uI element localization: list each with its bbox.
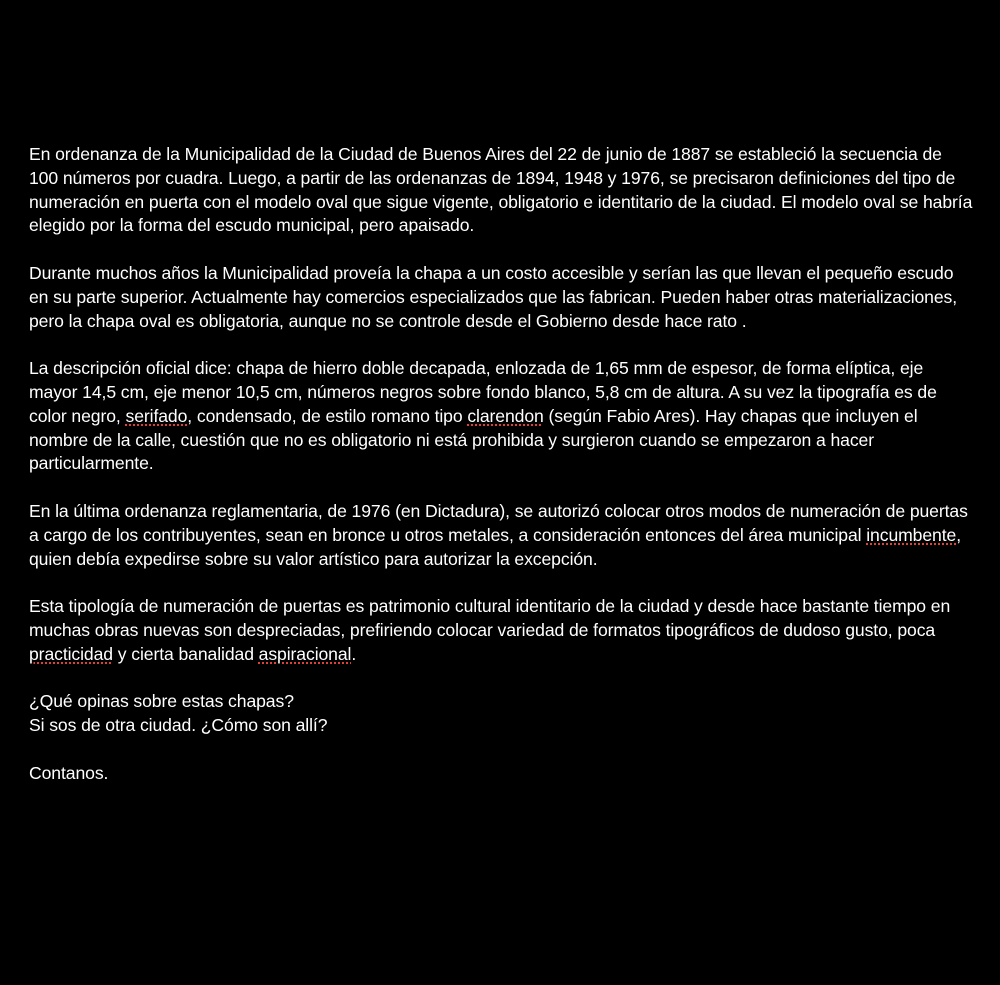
document-body <box>29 143 974 809</box>
paragraph-cultural-heritage <box>29 595 974 666</box>
paragraph-municipal-supply: Durante muchos años la Municipalidad proveía la chapa a un costo accesible y serían las que llevan el pequeño escudo en su parte superior. Actualmente hay comercios especializados que las fabrican. Pueden haber otras materializaciones, pero la chapa oval es obligatoria, aunque no se controle desde el Gobierno desde hace rato . <box>29 262 958 331</box>
spellcheck-flagged-word[interactable]: practicidad <box>29 643 113 664</box>
paragraph-closing: Contanos. <box>29 762 109 783</box>
paragraph-official-description <box>29 357 974 476</box>
paragraph-1976-ordinance <box>29 500 974 571</box>
paragraph-history: En ordenanza de la Municipalidad de la Ciudad de Buenos Aires del 22 de junio de 1887 se estableció la secuencia de 100 números por cuadra. Luego, a partir de las ordenanzas de 1894, 1948 y 1976, se precisaron definiciones del tipo de numeración en puerta con el modelo oval que sigue vigente, obligatorio e identitario de la ciudad. El modelo oval se habría elegido por la forma del escudo municipal, pero apaisado. <box>29 144 973 236</box>
text-segment: (según Fabio Ares). Hay chapas que incluyen el nombre de la calle, cuestión que no es obligatorio ni está prohibida y surgieron cuando se empezaron a hacer particularmente. <box>29 405 918 474</box>
text-segment: , condensado, de estilo romano tipo <box>187 405 468 426</box>
text-segment: La descripción oficial dice: chapa de hierro doble decapada, enlozada de 1,65 mm de espesor, de forma elíptica, eje mayor 14,5 cm, eje menor 10,5 cm, números negros sobre fondo blanco, 5,8 cm de altura. A su vez la tipografía es de color negro, <box>29 358 937 426</box>
spellcheck-flagged-word[interactable]: serifado <box>125 405 188 426</box>
spellcheck-flagged-word[interactable]: incumbente <box>866 524 957 545</box>
text-segment: En la última ordenanza reglamentaria, de 1976 (en Dictadura), se autorizó colocar otros modos de numeración de puertas a cargo de los contribuyentes, sean en bronce u otros metales, a consideración entonces del área municipal <box>29 500 968 545</box>
text-segment: . <box>351 643 357 664</box>
text-segment: y cierta banalidad <box>112 643 259 664</box>
question-line: ¿Qué opinas sobre estas chapas? <box>29 691 294 712</box>
spellcheck-flagged-word[interactable]: aspiracional <box>258 643 352 664</box>
question-line: Si sos de otra ciudad. ¿Cómo son allí? <box>29 715 328 736</box>
text-segment: Esta tipología de numeración de puertas es patrimonio cultural identitario de la ciudad y desde hace bastante tiempo en muchas obras nuevas son despreciadas, prefiriendo colocar variedad de formatos tipográficos de dudoso gusto, poca <box>29 596 951 640</box>
spellcheck-flagged-word[interactable]: clarendon <box>467 405 544 426</box>
paragraph-questions <box>29 690 974 738</box>
text-segment: , quien debía expedirse sobre su valor artístico para autorizar la excepción. <box>29 524 962 569</box>
